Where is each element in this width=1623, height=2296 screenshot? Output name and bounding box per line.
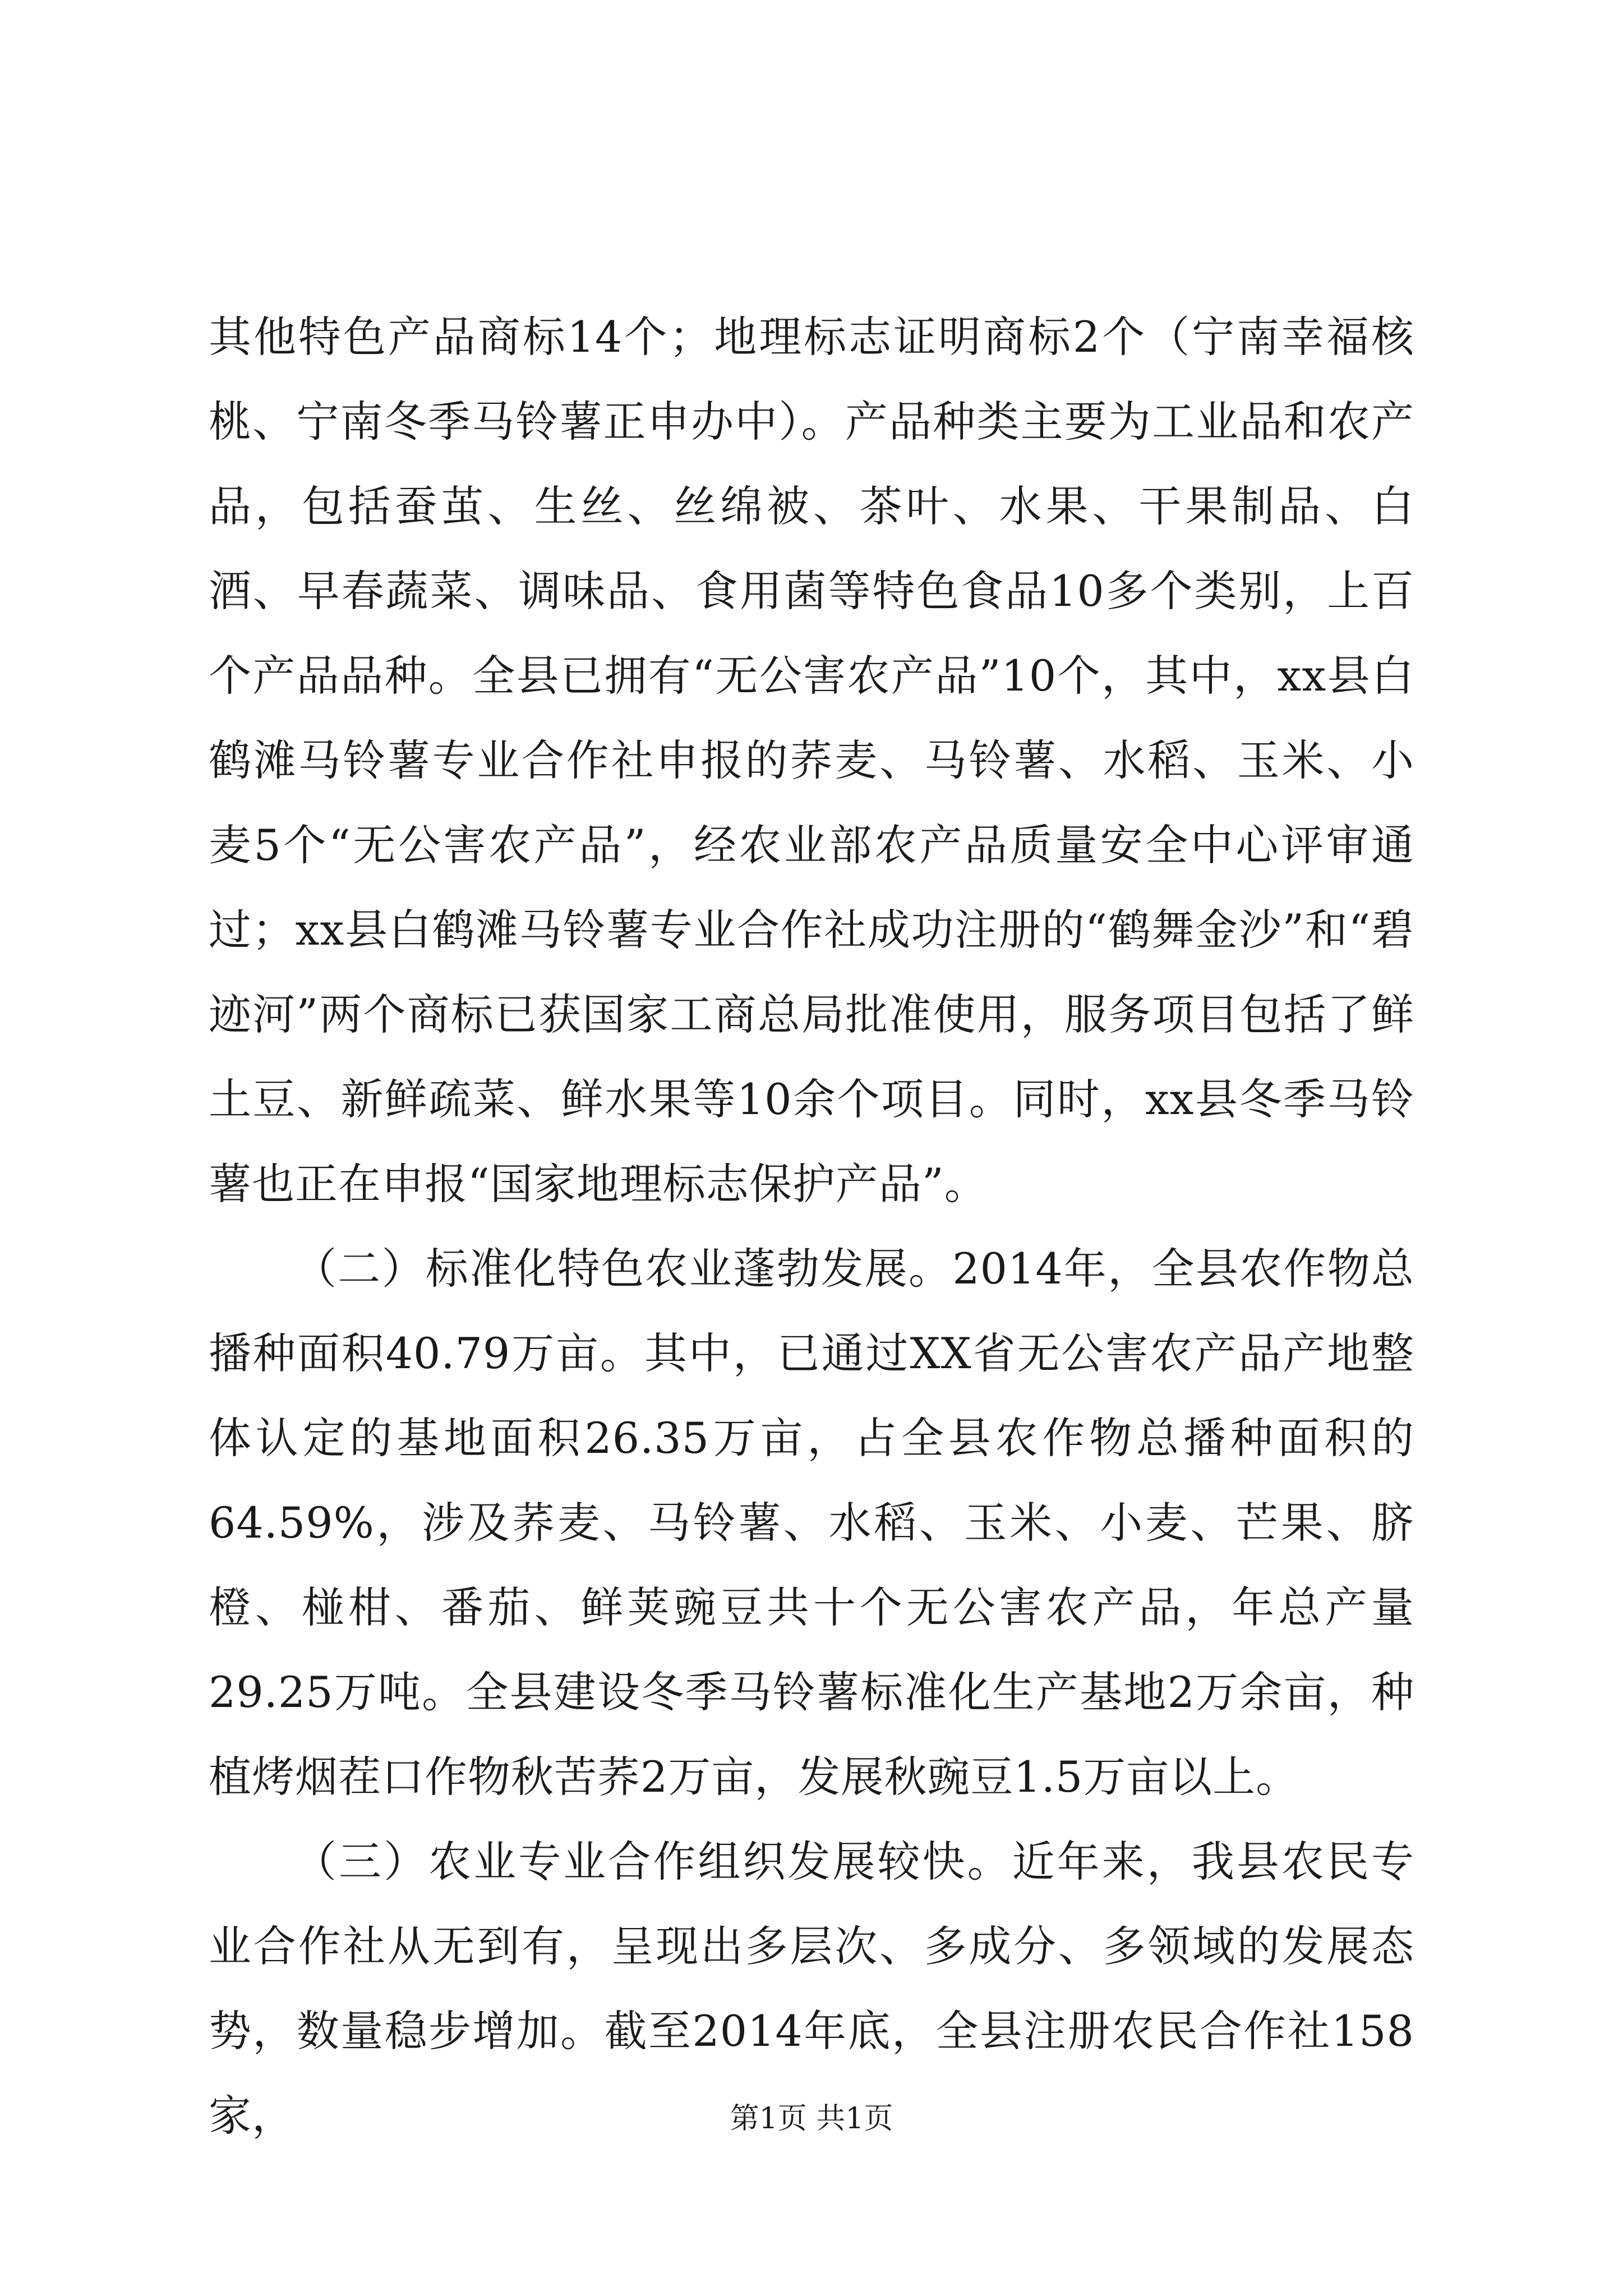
page-footer: 第1页 共1页 — [730, 2102, 893, 2136]
paragraph-1: 其他特色产品商标14个；地理标志证明商标2个（宁南幸福核桃、宁南冬季马铃薯正申办中）。产品种类主要为工业品和农产品，包括蚕茧、生丝、丝绵被、茶叶、水果、干果制品、白酒、早春蔬菜、调味品、食用菌等特色食品10多个类别，上百个产品品种。全县已拥有“无公害农产品”10个，其中，xx县白鹤滩马铃薯专业合作社申报的荞麦、马铃薯、水稻、玉米、小麦5个“无公害农产品”，经农业部农产品质量安全中心评审通过；xx县白鹤滩马铃薯专业合作社成功注册的“鹤舞金沙”和“碧迹河”两个商标已获国家工商总局批准使用，服务项目包括了鲜土豆、新鲜疏菜、鲜水果等10余个项目。同时，xx县冬季马铃薯也正在申报“国家地理标志保护产品”。 — [209, 312, 1414, 1209]
document-body — [209, 295, 1414, 2158]
paragraph-2: （二）标准化特色农业蓬勃发展。2014年，全县农作物总播种面积40.79万亩。其中，已通过XX省无公害农产品产地整体认定的基地面积26.35万亩，占全县农作物总播种面积的64.59%，涉及荞麦、马铃薯、水稻、玉米、小麦、芒果、脐橙、椪柑、番茄、鲜荚豌豆共十个无公害农产品，年总产量29.25万吨。全县建设冬季马铃薯标准化生产基地2万余亩，种植烤烟茬口作物秋苦荞2万亩，发展秋豌豆1.5万亩以上。 — [209, 1244, 1414, 1802]
paragraph-3: （三）农业专业合作组织发展较快。近年来，我县农民专业合作社从无到有，呈现出多层次、多成分、多领域的发展态势，数量稳步增加。截至2014年底，全县注册农民合作社158家， — [209, 1837, 1414, 2141]
